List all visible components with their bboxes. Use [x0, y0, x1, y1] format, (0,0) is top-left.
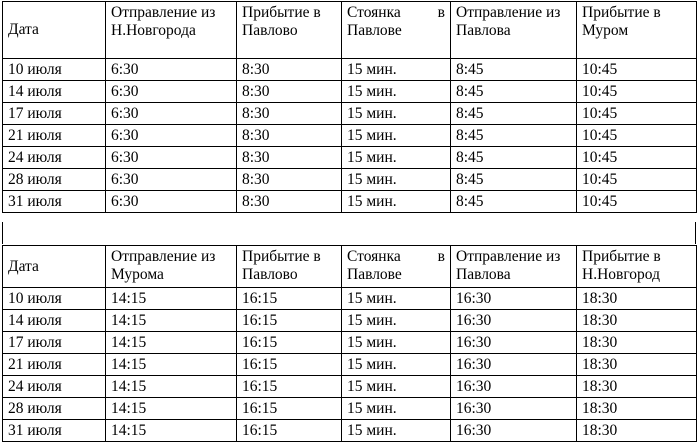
cell-date: 21 июля: [3, 354, 106, 376]
cell-arrival-final: 18:30: [577, 310, 697, 332]
cell-date: 31 июля: [3, 191, 106, 213]
outbound-schedule-table: [2, 1, 697, 213]
return-schedule-table: [2, 245, 697, 442]
cell-date: 17 июля: [3, 332, 106, 354]
table-row: [3, 420, 697, 442]
cell-departure-pavlovo: 16:30: [451, 398, 577, 420]
header-arrival-pavlovo: Прибытие в Павлово: [237, 246, 342, 288]
cell-arrival: 16:15: [237, 310, 342, 332]
header-arrival-final: Прибытие в Н.Новгород: [577, 246, 697, 288]
cell-date: 17 июля: [3, 103, 106, 125]
header-departure-pavlovo: Отправление из Павлова: [451, 246, 577, 288]
cell-departure-pavlovo: 16:30: [451, 376, 577, 398]
cell-arrival: 8:30: [237, 169, 342, 191]
header-arrival-final: Прибытие в Муром: [577, 2, 697, 59]
cell-departure-pavlovo: 8:45: [451, 125, 577, 147]
cell-arrival: 8:30: [237, 147, 342, 169]
table-row: [3, 81, 697, 103]
header-stop: [342, 246, 451, 288]
cell-arrival: 16:15: [237, 420, 342, 442]
cell-date: 24 июля: [3, 376, 106, 398]
cell-departure: 14:15: [106, 288, 237, 310]
cell-arrival-final: 18:30: [577, 420, 697, 442]
cell-stop: 15 мин.: [342, 354, 451, 376]
cell-departure: 14:15: [106, 354, 237, 376]
cell-departure-pavlovo: 8:45: [451, 147, 577, 169]
outbound-header-row: [3, 2, 697, 59]
cell-stop: 15 мин.: [342, 103, 451, 125]
cell-stop: 15 мин.: [342, 191, 451, 213]
table-row: [3, 310, 697, 332]
header-departure: Отправление из Н.Новгорода: [106, 2, 237, 59]
cell-stop: 15 мин.: [342, 376, 451, 398]
cell-departure-pavlovo: 16:30: [451, 310, 577, 332]
cell-departure-pavlovo: 8:45: [451, 59, 577, 81]
cell-arrival-final: 18:30: [577, 354, 697, 376]
cell-departure: 6:30: [106, 147, 237, 169]
cell-stop: 15 мин.: [342, 398, 451, 420]
cell-departure: 14:15: [106, 398, 237, 420]
cell-stop: 15 мин.: [342, 81, 451, 103]
cell-departure: 14:15: [106, 310, 237, 332]
cell-departure: 14:15: [106, 376, 237, 398]
cell-arrival: 16:15: [237, 354, 342, 376]
cell-date: 14 июля: [3, 310, 106, 332]
table-row: [3, 103, 697, 125]
cell-stop: 15 мин.: [342, 147, 451, 169]
cell-departure: 6:30: [106, 191, 237, 213]
header-arrival-pavlovo: Прибытие в Павлово: [237, 2, 342, 59]
cell-stop: 15 мин.: [342, 288, 451, 310]
cell-arrival-final: 10:45: [577, 147, 697, 169]
stop-in: в: [437, 4, 445, 21]
header-stop: [342, 2, 451, 59]
cell-departure: 14:15: [106, 420, 237, 442]
cell-departure: 6:30: [106, 103, 237, 125]
table-separator: [2, 222, 696, 244]
cell-arrival: 16:15: [237, 376, 342, 398]
cell-arrival: 16:15: [237, 332, 342, 354]
cell-date: 28 июля: [3, 398, 106, 420]
cell-stop: 15 мин.: [342, 420, 451, 442]
cell-departure-pavlovo: 16:30: [451, 420, 577, 442]
cell-stop: 15 мин.: [342, 59, 451, 81]
cell-date: 24 июля: [3, 147, 106, 169]
cell-arrival: 16:15: [237, 288, 342, 310]
cell-arrival-final: 10:45: [577, 59, 697, 81]
cell-arrival: 8:30: [237, 191, 342, 213]
cell-date: 21 июля: [3, 125, 106, 147]
cell-departure-pavlovo: 8:45: [451, 103, 577, 125]
cell-departure-pavlovo: 8:45: [451, 81, 577, 103]
cell-stop: 15 мин.: [342, 125, 451, 147]
cell-date: 10 июля: [3, 288, 106, 310]
stop-word: Стоянка: [347, 4, 401, 21]
cell-departure-pavlovo: 8:45: [451, 191, 577, 213]
cell-stop: 15 мин.: [342, 332, 451, 354]
cell-arrival-final: 18:30: [577, 376, 697, 398]
cell-departure-pavlovo: 16:30: [451, 354, 577, 376]
cell-arrival-final: 10:45: [577, 191, 697, 213]
stop-word: Стоянка: [347, 248, 401, 265]
cell-arrival-final: 18:30: [577, 332, 697, 354]
cell-arrival-final: 10:45: [577, 103, 697, 125]
header-departure: Отправление из Мурома: [106, 246, 237, 288]
table-row: [3, 147, 697, 169]
cell-arrival-final: 18:30: [577, 398, 697, 420]
cell-stop: 15 мин.: [342, 169, 451, 191]
header-departure-pavlovo: Отправление из Павлова: [451, 2, 577, 59]
table-row: [3, 288, 697, 310]
stop-in: в: [437, 248, 445, 265]
cell-arrival-final: 18:30: [577, 288, 697, 310]
table-row: [3, 332, 697, 354]
table-row: [3, 59, 697, 81]
cell-stop: 15 мин.: [342, 310, 451, 332]
table-row: [3, 191, 697, 213]
return-header-row: [3, 246, 697, 288]
cell-departure: 6:30: [106, 125, 237, 147]
cell-departure: 14:15: [106, 332, 237, 354]
cell-arrival: 8:30: [237, 125, 342, 147]
cell-date: 31 июля: [3, 420, 106, 442]
cell-departure: 6:30: [106, 81, 237, 103]
table-row: [3, 376, 697, 398]
cell-date: 10 июля: [3, 59, 106, 81]
table-row: [3, 125, 697, 147]
cell-departure-pavlovo: 16:30: [451, 288, 577, 310]
cell-arrival-final: 10:45: [577, 81, 697, 103]
header-date: Дата: [3, 2, 106, 59]
cell-arrival: 16:15: [237, 398, 342, 420]
cell-departure: 6:30: [106, 59, 237, 81]
stop-place: Павлове: [347, 22, 402, 39]
cell-departure-pavlovo: 16:30: [451, 332, 577, 354]
cell-date: 14 июля: [3, 81, 106, 103]
cell-departure: 6:30: [106, 169, 237, 191]
table-row: [3, 354, 697, 376]
cell-departure-pavlovo: 8:45: [451, 169, 577, 191]
cell-arrival-final: 10:45: [577, 169, 697, 191]
cell-arrival: 8:30: [237, 59, 342, 81]
cell-arrival-final: 10:45: [577, 125, 697, 147]
stop-place: Павлове: [347, 266, 402, 283]
cell-arrival: 8:30: [237, 103, 342, 125]
cell-date: 28 июля: [3, 169, 106, 191]
header-date: Дата: [3, 246, 106, 288]
table-row: [3, 169, 697, 191]
cell-arrival: 8:30: [237, 81, 342, 103]
table-row: [3, 398, 697, 420]
